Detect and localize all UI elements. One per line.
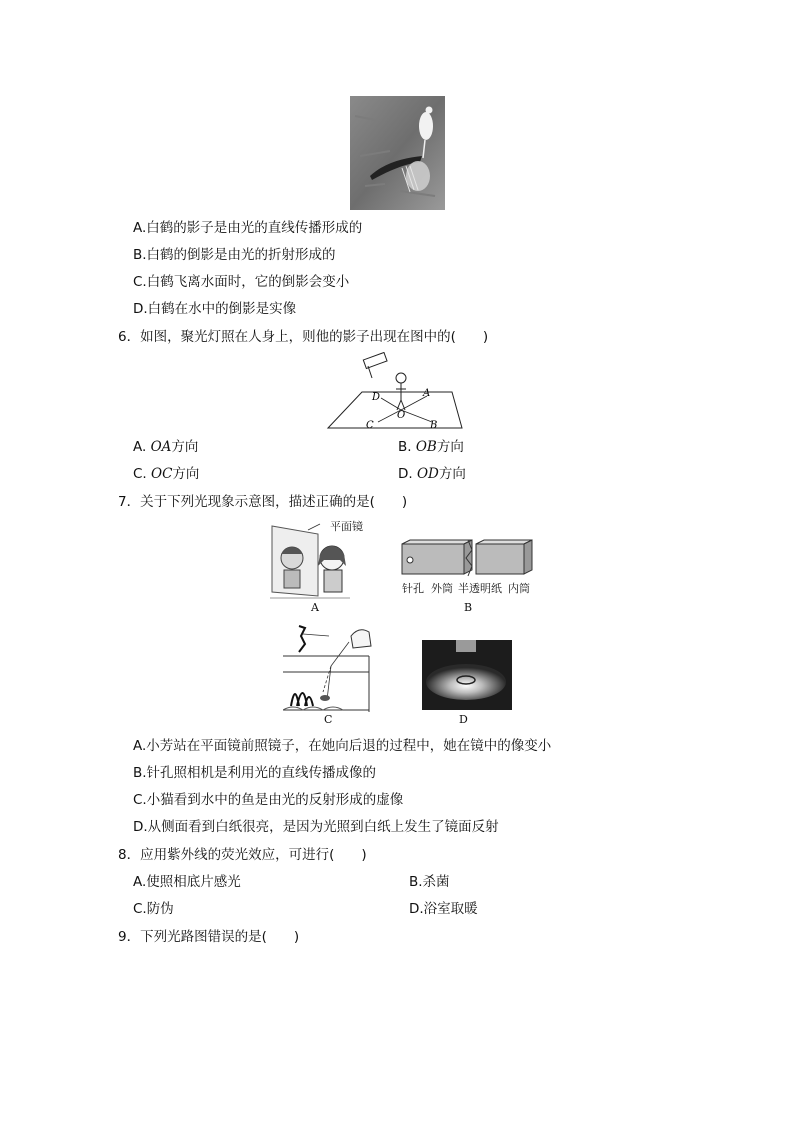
label-d: D (372, 392, 381, 403)
label-c: C (366, 420, 374, 431)
q7-option-a: A.小芳站在平面镜前照镜子，在她向后退的过程中，她在镜中的像变小 (133, 738, 552, 754)
label-o: O (397, 410, 406, 421)
caption-b: B (464, 601, 473, 614)
q6-option-d: D. OD方向 (398, 466, 466, 482)
q5-option-c: C.白鹤飞离水面时，它的倒影会变小 (133, 274, 350, 290)
caption-a: A (311, 601, 319, 614)
q6-option-c: C. OC方向 (133, 466, 200, 482)
label-inner-tube: 内筒 (508, 582, 530, 595)
crane-photo (350, 96, 445, 210)
q8-option-d: D.浴室取暖 (409, 901, 478, 917)
mirror-label: 平面镜 (330, 520, 363, 533)
q6-stem: 6．如图，聚光灯照在人身上，则他的影子出现在图中的( ) (118, 329, 489, 345)
light-paper-figure (422, 640, 512, 710)
spotlight-figure (326, 352, 466, 432)
label-outer-tube: 外筒 (431, 582, 453, 595)
label-pinhole: 针孔 (402, 582, 424, 595)
q6-option-b: B. OB方向 (398, 439, 464, 455)
q7-option-d: D.从侧面看到白纸很亮，是因为光照到白纸上发生了镜面反射 (133, 819, 499, 835)
q6-option-a: A. OA方向 (133, 439, 199, 455)
q8-option-b: B.杀菌 (409, 874, 450, 890)
q5-option-d: D.白鹤在水中的倒影是实像 (133, 301, 297, 317)
q5-option-b: B.白鹤的倒影是由光的折射形成的 (133, 247, 336, 263)
q7-option-b: B.针孔照相机是利用光的直线传播成像的 (133, 765, 377, 781)
q5-option-a: A.白鹤的影子是由光的直线传播形成的 (133, 220, 363, 236)
q8-stem: 8．应用紫外线的荧光效应，可进行( ) (118, 847, 367, 863)
label-b: B (430, 420, 438, 431)
pinhole-camera-figure (400, 538, 534, 584)
caption-d: D (459, 713, 468, 726)
label-translucent-paper: 半透明纸 (458, 582, 502, 595)
q7-option-c: C.小猫看到水中的鱼是由光的反射形成的虚像 (133, 792, 404, 808)
label-a: A (423, 388, 431, 399)
q9-stem: 9．下列光路图错误的是( ) (118, 929, 300, 945)
caption-c: C (324, 713, 333, 726)
q8-option-a: A.使照相底片感光 (133, 874, 241, 890)
cat-fish-figure (283, 622, 378, 712)
q7-stem: 7．关于下列光现象示意图，描述正确的是( ) (118, 494, 408, 510)
q8-option-c: C.防伪 (133, 901, 174, 917)
